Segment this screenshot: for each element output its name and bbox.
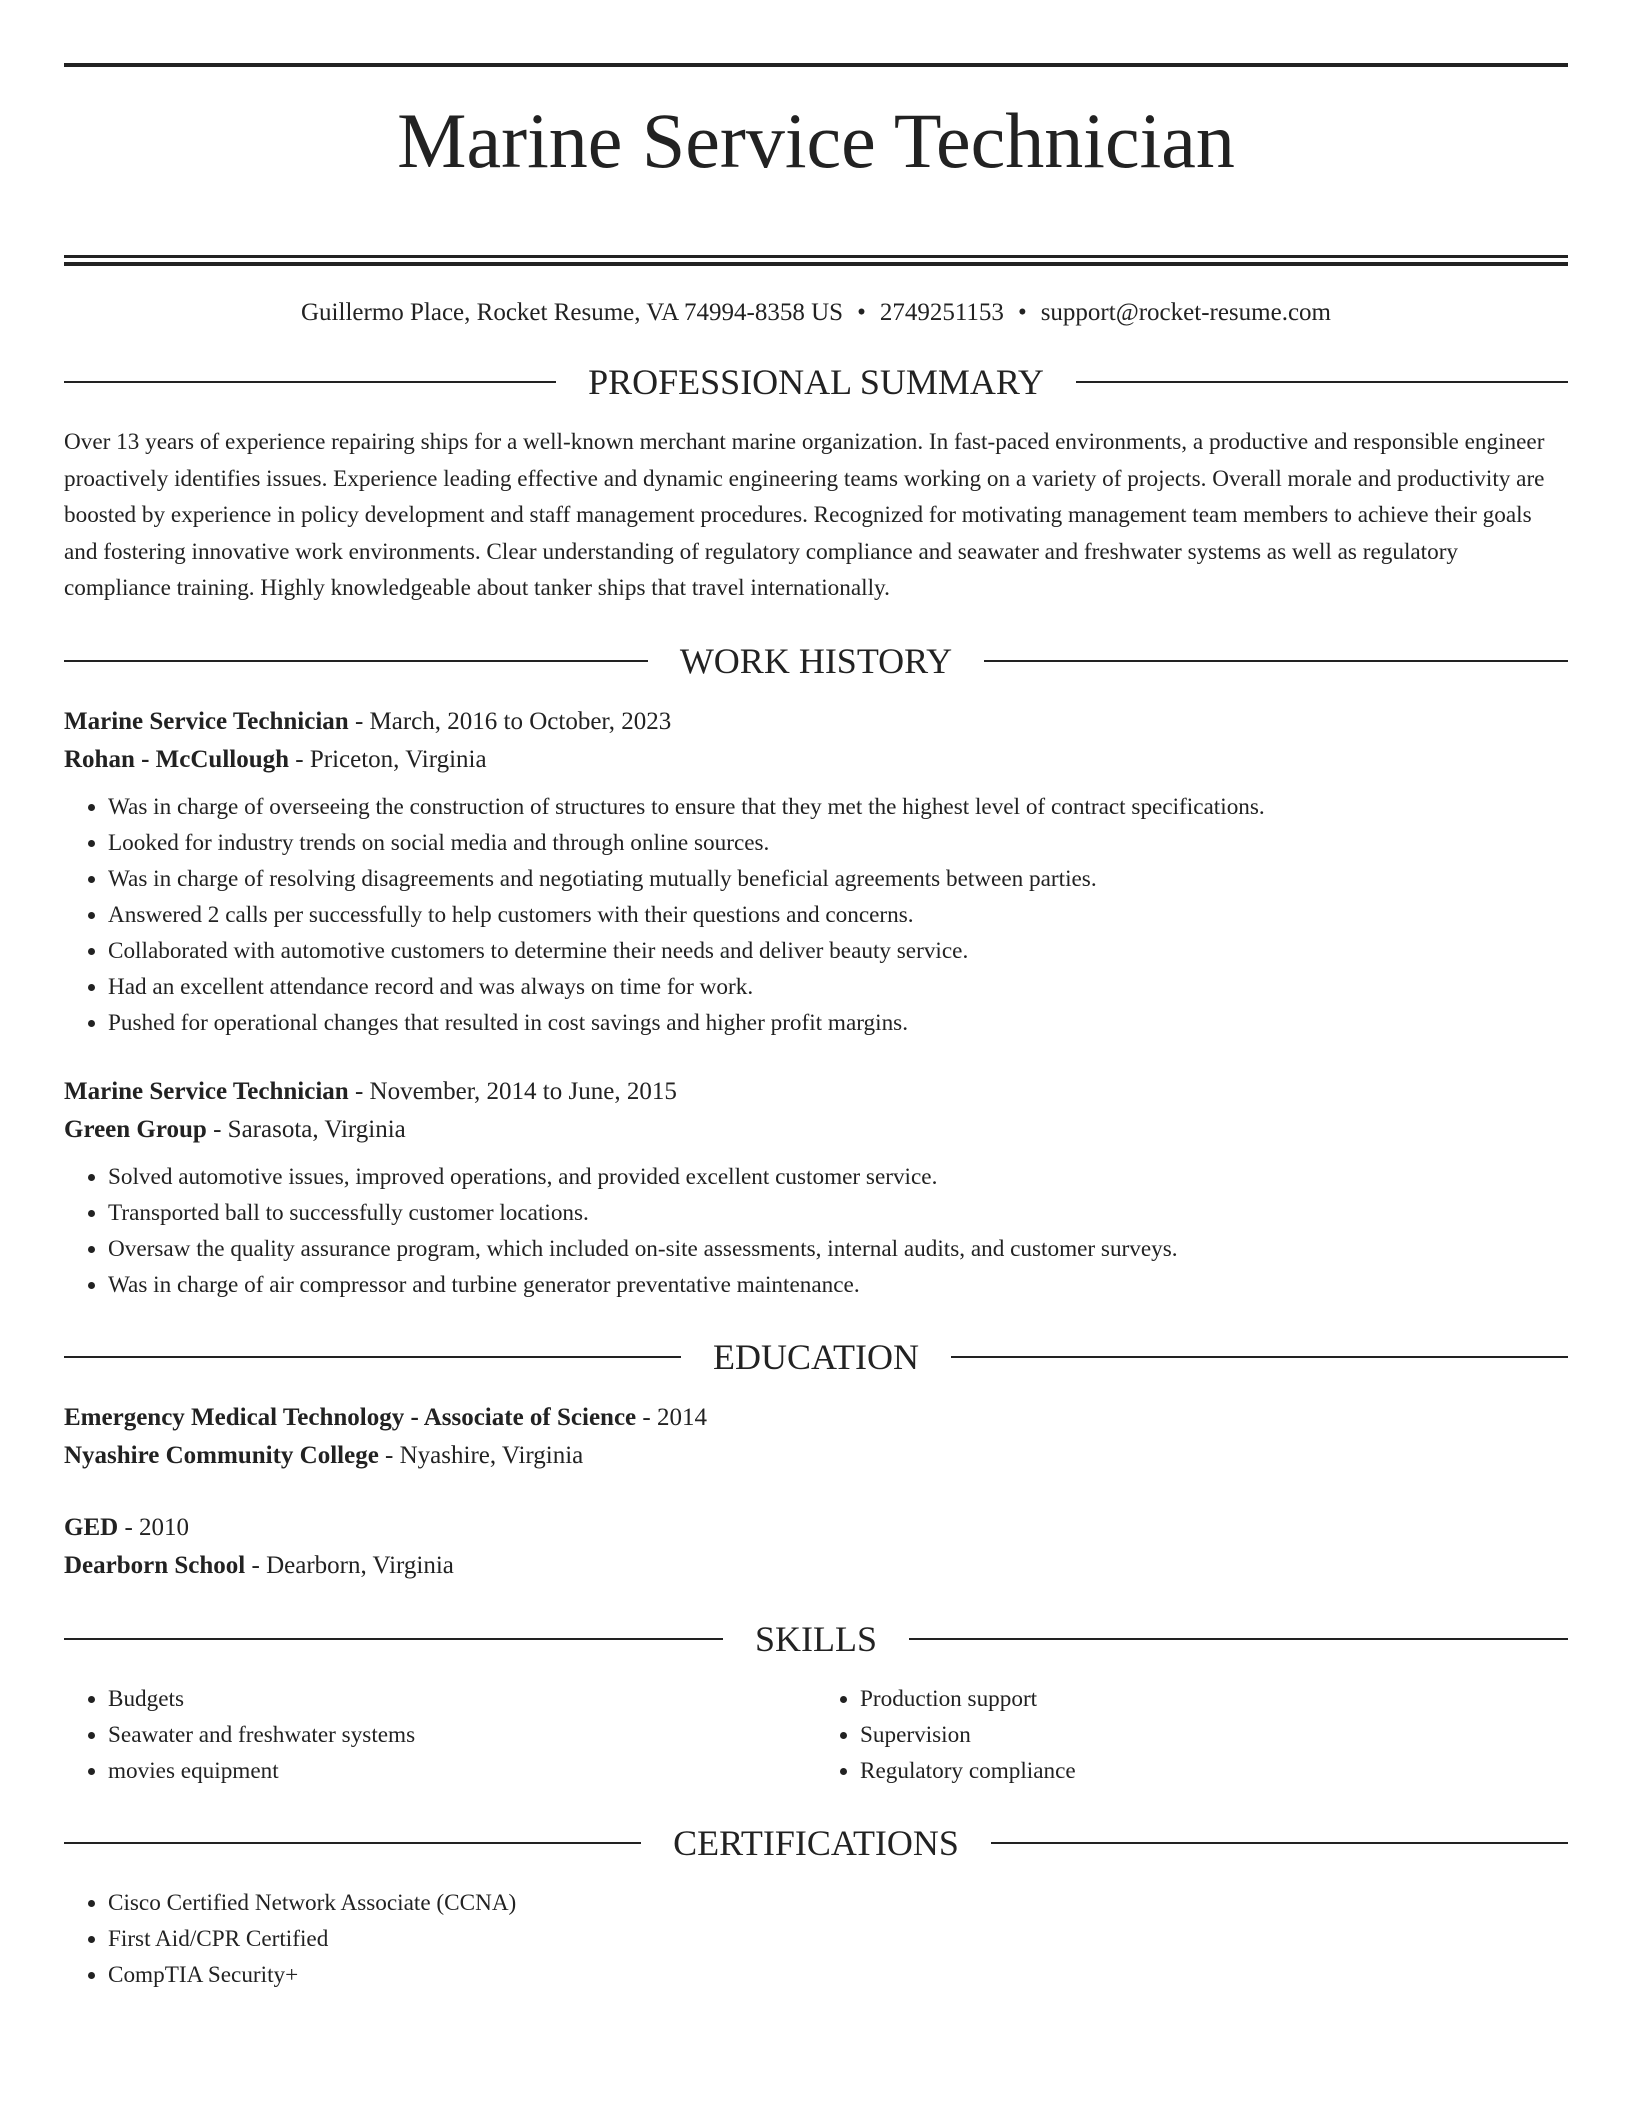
job-dates: - November, 2014 to June, 2015 (348, 1077, 677, 1105)
section-heading-skills (64, 1618, 1568, 1659)
certifications-list (64, 1885, 1568, 1993)
job-bullet: • Solved automotive issues, improved operations, and provided excellent customer service. (108, 1159, 1568, 1195)
summary-paragraph: Over 13 years of experience repairing ships for a well-known merchant marine organization. In fast-paced environments, a productive and responsible engineer proactively identifies issues. Experience leading effective and dynamic engineering teams working on a variety of projects. Overall morale and productivity are boosted by experience in policy development and staff management procedures. Recognized for motivating management team members to achieve their goals and fostering innovative work environments. Clear understanding of regulatory compliance and seawater and freshwater systems as well as regulatory compliance training. Highly knowledgeable about tanker ships that travel internationally. (64, 429, 1545, 602)
section-title: WORK HISTORY (679, 640, 953, 681)
certification-item: • Cisco Certified Network Associate (CCNA) (108, 1885, 1568, 1921)
skills-columns (64, 1681, 1568, 1789)
top-rule (64, 63, 1568, 67)
education-location: - Dearborn, Virginia (245, 1551, 454, 1579)
contact-phone: 2749251153 (879, 299, 1004, 327)
job-bullet: • Answered 2 calls per successfully to help customers with their questions and concerns. (108, 897, 1568, 933)
skill-item: • Budgets (108, 1681, 816, 1717)
education-year: - 2010 (118, 1513, 190, 1541)
education-school: Dearborn School (64, 1551, 246, 1579)
job-title: Marine Service Technician (64, 707, 349, 735)
job-entry (64, 703, 1568, 1041)
education-degree: Emergency Medical Technology - Associate of Science (64, 1403, 637, 1431)
job-location: - Priceton, Virginia (289, 745, 487, 773)
section-heading-certifications (64, 1822, 1568, 1863)
job-title-line (64, 703, 1568, 741)
certifications (64, 1885, 1568, 1993)
section-title: PROFESSIONAL SUMMARY (588, 362, 1044, 403)
job-bullet: • Collaborated with automotive customers to determine their needs and deliver beauty service. (108, 933, 1568, 969)
skill-item: • Supervision (860, 1717, 1568, 1753)
job-bullet: • Was in charge of resolving disagreements and negotiating mutually beneficial agreements between parties. (108, 861, 1568, 897)
section-title: EDUCATION (713, 1336, 919, 1377)
education-school-line (64, 1437, 1568, 1475)
contact-separator: • (857, 299, 866, 327)
education-degree-line (64, 1399, 1568, 1437)
job-title: Marine Service Technician (64, 1077, 349, 1105)
section-heading-education (64, 1336, 1568, 1377)
contact-separator: • (1017, 299, 1027, 327)
education-entry (64, 1399, 1568, 1475)
skill-item: • Regulatory compliance (860, 1753, 1568, 1789)
education-location: - Nyashire, Virginia (378, 1441, 584, 1469)
education-degree-line (64, 1509, 1568, 1547)
resume-page (64, 63, 1568, 1993)
skills-list-left (64, 1681, 816, 1789)
job-bullet: • Had an excellent attendance record and was always on time for work. (108, 969, 1568, 1005)
job-title-line (64, 1073, 1568, 1111)
job-dates: - March, 2016 to October, 2023 (348, 707, 672, 735)
skill-item: • movies equipment (108, 1753, 816, 1789)
job-company: Green Group (64, 1115, 207, 1143)
certification-item: • First Aid/CPR Certified (108, 1921, 1568, 1957)
job-bullets (64, 789, 1568, 1041)
resume-title: Marine Service Technician (397, 97, 1235, 184)
skill-item: • Seawater and freshwater systems (108, 1717, 816, 1753)
education-year: - 2014 (636, 1403, 707, 1431)
contact-email: support@rocket-resume.com (1040, 299, 1331, 327)
job-bullet: • Looked for industry trends on social media and through online sources. (108, 825, 1568, 861)
section-title: SKILLS (755, 1618, 878, 1659)
title-double-rule (64, 255, 1568, 266)
job-bullet: • Oversaw the quality assurance program, which included on-site assessments, internal audits, and customer surveys. (108, 1231, 1568, 1267)
job-bullet: • Was in charge of overseeing the construction of structures to ensure that they met the highest level of contract specifications. (108, 789, 1568, 825)
job-bullets (64, 1159, 1568, 1303)
education-school-line (64, 1547, 1568, 1585)
job-bullet: • Was in charge of air compressor and turbine generator preventative maintenance. (108, 1267, 1568, 1303)
section-heading-summary (64, 362, 1568, 403)
education-degree: GED (64, 1513, 119, 1541)
job-entry (64, 1073, 1568, 1303)
section-heading-work-history (64, 640, 1568, 681)
job-bullet: • Transported ball to successfully customer locations. (108, 1195, 1568, 1231)
education-school: Nyashire Community College (64, 1441, 379, 1469)
section-title: CERTIFICATIONS (673, 1822, 959, 1863)
education-entry (64, 1509, 1568, 1585)
certification-item: • CompTIA Security+ (108, 1957, 1568, 1993)
skills-list-right (816, 1681, 1568, 1789)
job-location: - Sarasota, Virginia (206, 1115, 406, 1143)
contact-address: Guillermo Place, Rocket Resume, VA 74994-8358 US (301, 299, 844, 327)
contact-line (64, 298, 1568, 328)
skill-item: • Production support (860, 1681, 1568, 1717)
job-company-line (64, 741, 1568, 779)
job-company-line (64, 1111, 1568, 1149)
job-bullet: • Pushed for operational changes that resulted in cost savings and higher profit margins. (108, 1005, 1568, 1041)
job-company: Rohan - McCullough (64, 745, 290, 773)
